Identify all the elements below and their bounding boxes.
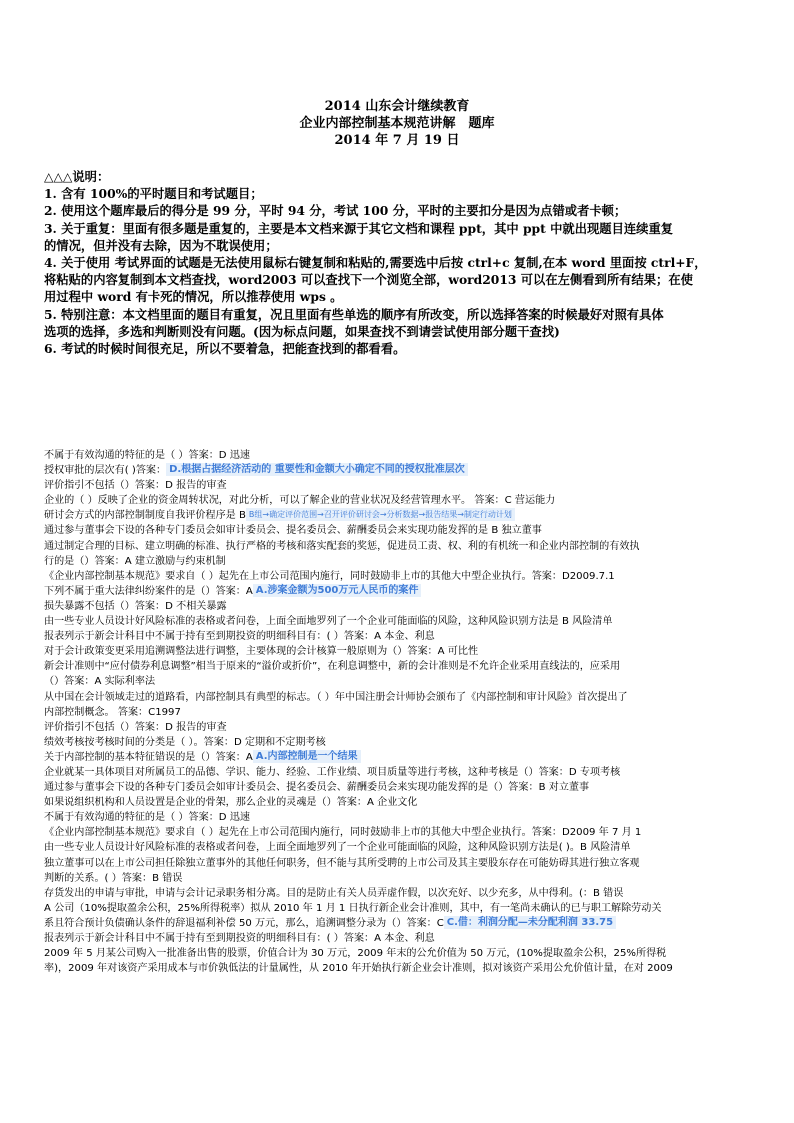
note-3-line-1: 3. 关于重复：里面有很多题是重复的，主要是本文档来源于其它文档和课程 ppt，其中 ppt 中就出现题目连续重复 — [44, 220, 674, 236]
question-item: 2009 年 5 月某公司购入一批准备出售的股票，价值合计为 30 万元，2009 年末的公允价值为 50 万元，(10%提取盈余公积，25%所得税 — [44, 948, 667, 960]
question-item: 如果说组织机构和人员设置是企业的骨架，那么企业的灵魂是（）答案：A 企业文化 — [44, 797, 418, 809]
question-item: 新会计准则中“应付债券利息调整”相当于原来的“溢价或折价”，在利息调整中，新的会计准则是不允许企业采用直线法的，应采用 — [44, 661, 621, 673]
document-date: 2014 年 7 月 19 日 — [334, 133, 460, 148]
question-item: 不属于有效沟通的特征的是（ ）答案：D 迅速 — [44, 450, 250, 461]
question-item: 通过参与董事会下设的各种专门委员会如审计委员会、提名委员会、薪酬委员会来实现功能发挥的是（）答案：B 对立董事 — [44, 782, 590, 794]
question-item: 由一些专业人员设计好风险标准的表格或者问卷，上面全面地罗列了一个企业可能面临的风险，这种风险识别方法是( )。B 风险清单 — [44, 842, 631, 854]
question-item-continued — [44, 916, 756, 931]
question-item: 不属于有效沟通的特征的是（ ）答案：D 迅速 — [44, 812, 250, 824]
notes-section — [44, 168, 764, 357]
question-item-continued: 内部控制概念。 答案：C1997 — [44, 706, 181, 718]
document-subtitle: 企业内部控制基本规范讲解 题库 — [299, 116, 495, 131]
question-item: 企业就某一具体项目对所属员工的品德、学识、能力、经验、工作业绩、项目质量等进行考核，这种考核是（）答案：D 专项考核 — [44, 766, 621, 778]
question-item: A 公司（10%提取盈余公积，25%所得税率）拟从 2010 年 1 月 1 日执行新企业会计准则，其中，有一笔尚未确认的已与职工解除劳动关 — [44, 902, 662, 914]
question-item: 绩效考核按考核时间的分类是（ ）。答案：D 定期和不定期考核 — [44, 736, 326, 748]
question-text: 系且符合预计负债确认条件的辞退福利补偿 50 万元，那么，追溯调整分录为（）答案：C — [44, 917, 444, 929]
note-5-line-2: 选项的选择，多选和判断则没有问题。(因为标点问题，如果查找不到请尝试使用部分题干查找) — [44, 323, 560, 339]
answer-annotation: A.内部控制是一个结果 — [253, 750, 361, 763]
question-text: 下列不属于重大法律纠纷案件的是（）答案：A — [44, 585, 253, 597]
note-4-line-2: 将粘贴的内容复制到本文档查找，word2003 可以查找下一个浏览全部，word2013 可以在左侧看到所有结果；在使 — [44, 272, 693, 288]
question-item: 报表列示于新会计科目中不属于持有至到期投资的明细科目有：( ）答案：A 本金、利息 — [44, 933, 435, 944]
question-item: 对于会计政策变更采用追溯调整法进行调整，主要体现的会计核算一般原则为（）答案：A 可比性 — [44, 646, 479, 658]
note-4-line-3: 用过程中 word 有卡死的情况，所以推荐使用 wps 。 — [44, 289, 343, 305]
notes-heading: △△△说明： — [44, 169, 110, 184]
question-item: 由一些专业人员设计好风险标准的表格或者问卷，上面全面地罗列了一个企业可能面临的风险，这种风险识别方法是 B 风险清单 — [44, 616, 613, 628]
note-2: 2. 使用这个题库最后的得分是 99 分，平时 94 分，考试 100 分，平时的主要扣分是因为点错或者卡顿； — [44, 203, 627, 219]
question-item: 评价指引不包括（）答案：D 报告的审查 — [44, 721, 227, 733]
question-list — [44, 448, 756, 976]
answer-annotation: C.借：利润分配—未分配利润 33.75 — [444, 916, 616, 929]
question-item: 存货发出的申请与审批，申请与会计记录职务相分离。目的是防止有关人员弄虚作假，以次充好、以少充多，从中得利。(：B 错误 — [44, 887, 624, 899]
document-header — [0, 98, 794, 149]
question-item: 评价指引不包括（）答案：D 报告的审查 — [44, 480, 227, 492]
note-6: 6. 考试的时候时间很充足，所以不要着急，把能查找到的都看看。 — [44, 341, 406, 357]
question-item — [44, 508, 756, 523]
question-item: 从中国在会计领域走过的道路看，内部控制具有典型的标志。（ ）年中国注册会计师协会颁布了《内部控制和审计风险》首次提出了 — [44, 691, 628, 703]
answer-annotation: B组→确定评价范围→召开评价研讨会→分析数据→报告结果→制定行动计划 — [246, 508, 515, 521]
question-text: 关于内部控制的基本特征错误的是（）答案：A — [44, 751, 253, 763]
question-item-continued: （）答案：A 实际利率法 — [44, 676, 156, 688]
question-item — [44, 463, 756, 478]
question-item-continued: 行的是（）答案：A 建立激励与约束机制 — [44, 555, 226, 567]
answer-annotation: D.根据占据经济活动的 重要性和金额大小确定不同的授权批准层次 — [166, 463, 468, 476]
question-text: 授权审批的层次有( )答案： — [44, 465, 167, 477]
question-item-continued: 率)，2009 年对该资产采用成本与市价孰低法的计量属性，从 2010 年开始执行新企业会计准则，拟对该资产采用公允价值计量，在对 2009 — [44, 963, 673, 975]
question-item — [44, 750, 756, 765]
document-title: 2014 山东会计继续教育 — [324, 99, 470, 114]
question-item — [44, 584, 756, 599]
note-1: 1. 含有 100%的平时题目和考试题目； — [44, 186, 263, 202]
question-item: 《企业内部控制基本规范》要求自（ ）起先在上市公司范围内施行，同时鼓励非上市的其他大中型企业执行。答案：D2009.7.1 — [44, 570, 615, 582]
question-item-continued: 判断的关系。( ）答案：B 错误 — [44, 872, 183, 884]
note-4-line-1: 4. 关于使用 考试界面的试题是无法使用鼠标右键复制和粘贴的,需要选中后按 ctrl+c 复制,在本 word 里面按 ctrl+F， — [44, 255, 707, 271]
question-text: 研讨会方式的内部控制制度自我评价程序是 B — [44, 510, 246, 522]
question-item: 《企业内部控制基本规范》要求自（ ）起先在上市公司范围内施行，同时鼓励非上市的其他大中型企业执行。答案：D2009 年 7 月 1 — [44, 827, 642, 839]
question-item: 报表列示于新会计科目中不属于持有至到期投资的明细科目有：( ）答案：A 本金、利息 — [44, 631, 435, 643]
question-item: 通过参与董事会下设的各种专门委员会如审计委员会、提名委员会、薪酬委员会来实现功能发挥的是 B 独立董事 — [44, 525, 542, 537]
note-3-line-2: 的情况，但并没有去除，因为不耽误使用； — [44, 237, 278, 253]
question-item: 损失暴露不包括（）答案：D 不相关暴露 — [44, 600, 227, 612]
question-item: 独立董事可以在上市公司担任除独立董事外的其他任何职务，但不能与其所受聘的上市公司及其主要股东存在可能妨碍其进行独立客观 — [44, 857, 640, 869]
answer-annotation: A.涉案金额为500万元人民币的案件 — [253, 584, 422, 597]
note-5-line-1: 5. 特别注意：本文档里面的题目有重复，况且里面有些单选的顺序有所改变，所以选择答案的时候最好对照有具体 — [44, 306, 664, 322]
question-item: 企业的（ ）反映了企业的资金周转状况，对此分析，可以了解企业的营业状况及经营管理水平。 答案：C 营运能力 — [44, 495, 556, 507]
question-item: 通过制定合理的目标、建立明确的标准、执行严格的考核和落实配套的奖惩，促进员工责、权、利的有机统一和企业内部控制的有效执 — [44, 540, 640, 552]
